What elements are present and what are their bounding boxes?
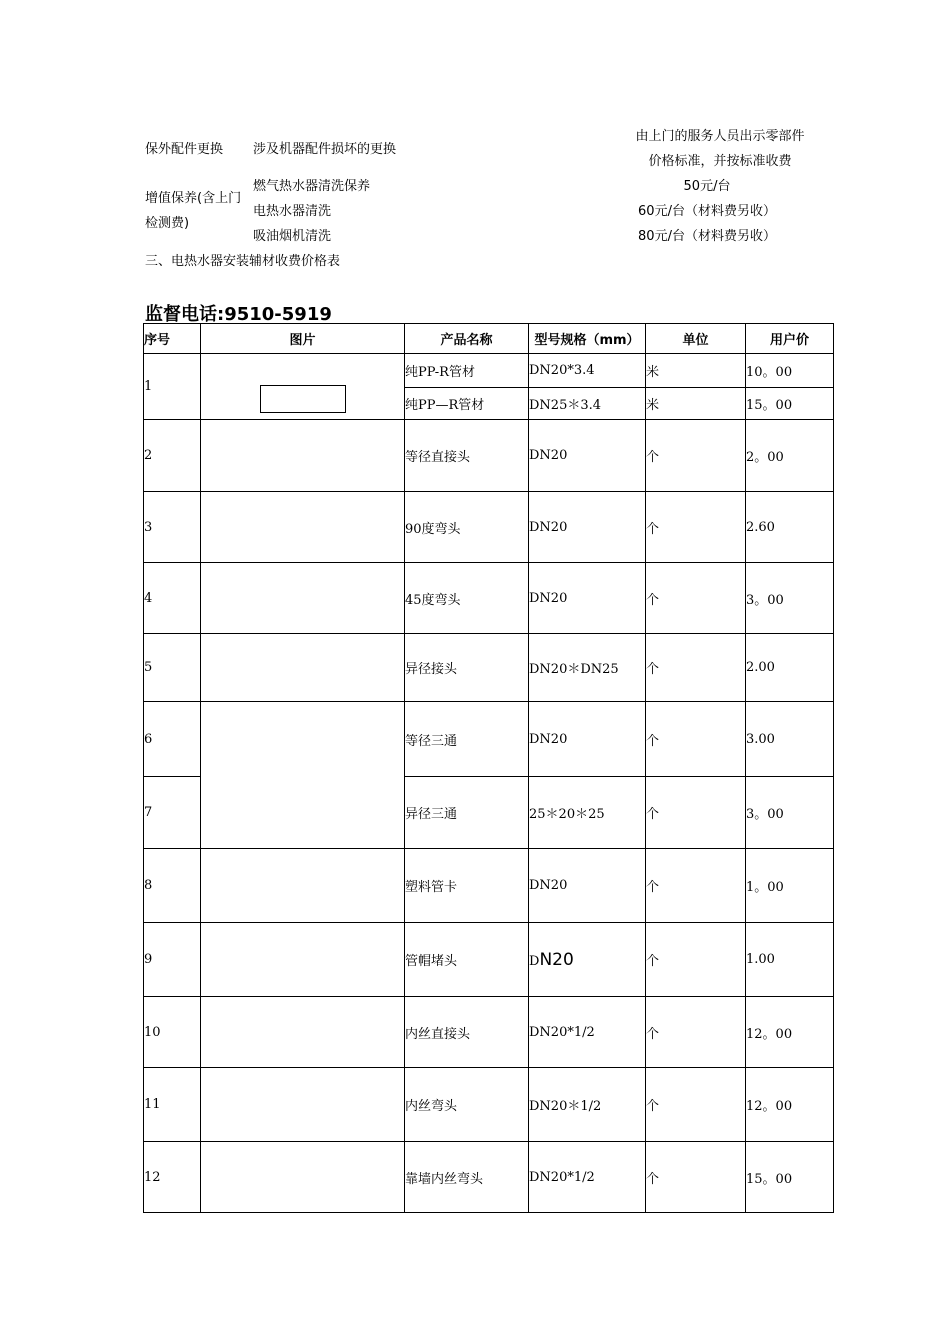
cell-spec: DN20＊DN25 [529,634,646,702]
cell-price: 3。00 [746,563,834,634]
cell-spec: DN20*3.4 [529,354,646,388]
table-row [144,849,834,923]
cell-picture [201,1142,405,1213]
price-range-hood: 80元/台（材料费另收） [638,229,776,244]
cell-unit: 个 [646,849,746,923]
cell-seq: 4 [144,563,201,634]
cell-name: 内丝直接头 [405,997,529,1068]
cell-unit: 个 [646,492,746,563]
cell-picture [201,354,405,420]
cell-picture [201,634,405,702]
cell-picture [201,997,405,1068]
cell-unit: 个 [646,997,746,1068]
cell-unit: 个 [646,923,746,997]
cell-seq: 6 [144,702,201,777]
cell-spec [529,923,646,997]
table-header-row [144,324,834,354]
cell-name: 内丝弯头 [405,1068,529,1142]
cell-spec: DN20*1/2 [529,997,646,1068]
cell-seq: 9 [144,923,201,997]
cell-unit: 个 [646,777,746,849]
cell-unit: 个 [646,1068,746,1142]
cell-unit: 米 [646,388,746,420]
cell-seq: 8 [144,849,201,923]
cell-spec: DN25＊3.4 [529,388,646,420]
cell-picture [201,849,405,923]
spec-prefix: D [529,953,540,969]
table-row [144,997,834,1068]
item-value-added-maintenance: 增值保养(含上门 [145,191,242,206]
cell-name: 等径三通 [405,702,529,777]
section-heading: 三、电热水器安装辅材收费价格表 [145,254,341,269]
cell-seq: 12 [144,1142,201,1213]
price-note-line1: 由上门的服务人员出示零部件 [635,129,805,144]
cell-spec: DN20＊1/2 [529,1068,646,1142]
price-table [143,323,834,1213]
content-parts-replacement: 涉及机器配件损坏的更换 [253,142,397,157]
service-range-hood: 吸油烟机清洗 [253,229,332,244]
cell-spec: DN20 [529,563,646,634]
service-electric-heater: 电热水器清洗 [253,204,332,219]
table-row [144,354,834,388]
cell-spec: 25＊20＊25 [529,777,646,849]
price-electric-heater: 60元/台（材料费另收） [638,204,776,219]
cell-price: 2。00 [746,420,834,492]
cell-seq: 7 [144,777,201,849]
cell-price: 12。00 [746,1068,834,1142]
cell-name: 45度弯头 [405,563,529,634]
supervision-phone: 监督电话:9510-5919 [145,304,332,325]
cell-unit: 个 [646,1142,746,1213]
cell-unit: 个 [646,563,746,634]
cell-price: 15。00 [746,388,834,420]
table-row [144,923,834,997]
cell-spec: DN20 [529,849,646,923]
header-picture: 图片 [201,324,405,354]
cell-price: 1.00 [746,923,834,997]
header-spec: 型号规格（mm） [529,324,646,354]
cell-spec: DN20*1/2 [529,1142,646,1213]
cell-price: 1。00 [746,849,834,923]
cell-name: 异径接头 [405,634,529,702]
cell-spec: DN20 [529,420,646,492]
header-seq: 序号 [144,324,201,354]
cell-spec: DN20 [529,702,646,777]
table-row [144,634,834,702]
service-gas-heater: 燃气热水器清洗保养 [253,179,371,194]
cell-unit: 个 [646,634,746,702]
cell-seq: 11 [144,1068,201,1142]
price-note-line2: 价格标准，并按标准收费 [648,154,792,169]
table-row [144,563,834,634]
cell-picture [201,923,405,997]
cell-name: 异径三通 [405,777,529,849]
price-gas-heater: 50元/台 [683,179,731,194]
cell-name: 靠墙内丝弯头 [405,1142,529,1213]
cell-price: 2.00 [746,634,834,702]
table-row [144,420,834,492]
cell-picture [201,492,405,563]
cell-price: 3。00 [746,777,834,849]
cell-picture [201,1068,405,1142]
cell-seq: 3 [144,492,201,563]
cell-picture [201,420,405,492]
cell-price: 12。00 [746,997,834,1068]
cell-unit: 米 [646,354,746,388]
header-unit: 单位 [646,324,746,354]
item-value-added-maintenance-line2: 检测费) [145,216,190,231]
cell-price: 3.00 [746,702,834,777]
table-row [144,1142,834,1213]
cell-name: 等径直接头 [405,420,529,492]
cell-price: 15。00 [746,1142,834,1213]
cell-seq: 1 [144,354,201,420]
cell-seq: 10 [144,997,201,1068]
cell-unit: 个 [646,702,746,777]
table-row [144,492,834,563]
cell-name: 纯PP-R管材 [405,354,529,388]
cell-name: 90度弯头 [405,492,529,563]
cell-name: 塑料管卡 [405,849,529,923]
cell-name: 纯PP—R管材 [405,388,529,420]
header-name: 产品名称 [405,324,529,354]
table-row [144,1068,834,1142]
cell-price: 10。00 [746,354,834,388]
cell-seq: 2 [144,420,201,492]
header-price: 用户价 [746,324,834,354]
cell-name: 管帽堵头 [405,923,529,997]
cell-price: 2.60 [746,492,834,563]
cell-seq: 5 [144,634,201,702]
cell-picture [201,563,405,634]
item-out-of-warranty: 保外配件更换 [145,142,224,157]
cell-unit: 个 [646,420,746,492]
picture-placeholder [260,385,346,413]
cell-spec: DN20 [529,492,646,563]
table-row [144,702,834,777]
cell-picture [201,702,405,849]
spec-rest: N20 [539,949,574,970]
